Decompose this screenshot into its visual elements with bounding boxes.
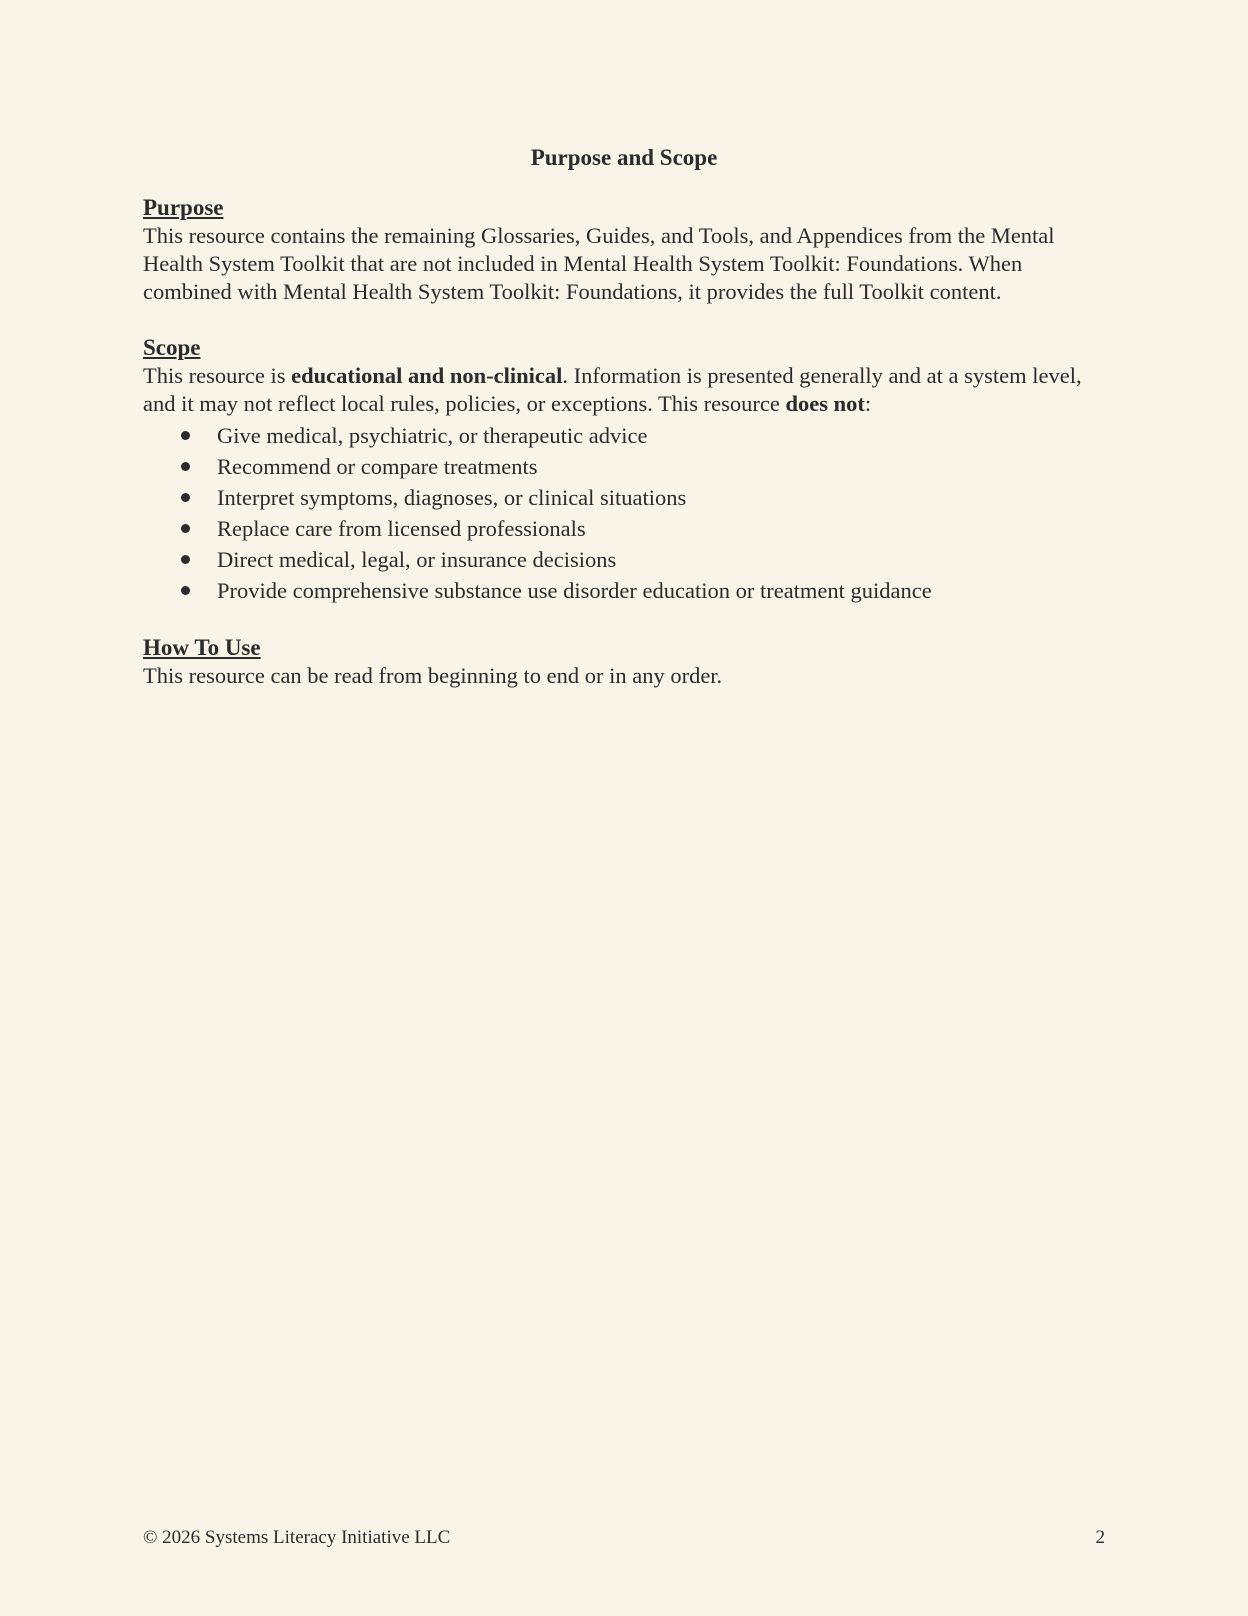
list-item-text: Interpret symptoms, diagnoses, or clinical situations bbox=[217, 485, 687, 510]
bullet-icon bbox=[181, 493, 190, 502]
list-item-text: Give medical, psychiatric, or therapeutic advice bbox=[217, 423, 648, 448]
scope-section bbox=[143, 334, 1105, 606]
scope-paragraph bbox=[143, 362, 1105, 418]
list-item bbox=[143, 451, 1105, 482]
scope-bold-does-not: does not bbox=[785, 391, 865, 416]
list-item-text: Provide comprehensive substance use disorder education or treatment guidance bbox=[217, 578, 932, 603]
purpose-heading: Purpose bbox=[143, 195, 224, 220]
scope-intro-text-3: : bbox=[864, 391, 872, 416]
scope-intro-text-2: . Information is presented generally and at a system level, and it may not reflect local rules, policies, or exceptions. This resource bbox=[143, 363, 1082, 416]
bullet-icon bbox=[181, 586, 190, 595]
bullet-icon bbox=[181, 524, 190, 533]
bullet-icon bbox=[181, 555, 190, 564]
how-to-use-paragraph: This resource can be read from beginning to end or in any order. bbox=[143, 663, 723, 688]
list-item bbox=[143, 544, 1105, 575]
scope-bullet-list bbox=[143, 420, 1105, 606]
list-item bbox=[143, 575, 1105, 606]
scope-intro-text-1: This resource is bbox=[143, 363, 292, 388]
copyright-notice: © 2026 Systems Literacy Initiative LLC bbox=[143, 1527, 451, 1548]
bullet-icon bbox=[181, 431, 190, 440]
page-number: 2 bbox=[1095, 1527, 1105, 1548]
list-item bbox=[143, 482, 1105, 513]
how-to-use-heading: How To Use bbox=[143, 635, 261, 660]
list-item bbox=[143, 513, 1105, 544]
purpose-paragraph: This resource contains the remaining Glossaries, Guides, and Tools, and Appendices from the Mental Health System Toolkit that are not included in Mental Health System Toolkit: Foundations. When combined with Mental Health System Toolkit: Foundations, it provides the full Toolkit content. bbox=[143, 223, 1055, 304]
purpose-section bbox=[143, 194, 1105, 306]
how-to-use-section bbox=[143, 634, 1105, 690]
list-item-text: Direct medical, legal, or insurance decisions bbox=[217, 547, 617, 572]
bullet-icon bbox=[181, 462, 190, 471]
document-page bbox=[143, 140, 1105, 718]
scope-heading: Scope bbox=[143, 335, 201, 360]
list-item-text: Recommend or compare treatments bbox=[217, 454, 538, 479]
list-item bbox=[143, 420, 1105, 451]
page-title: Purpose and Scope bbox=[530, 145, 718, 170]
scope-bold-educational: educational and non-clinical bbox=[291, 363, 563, 388]
list-item-text: Replace care from licensed professionals bbox=[217, 516, 586, 541]
